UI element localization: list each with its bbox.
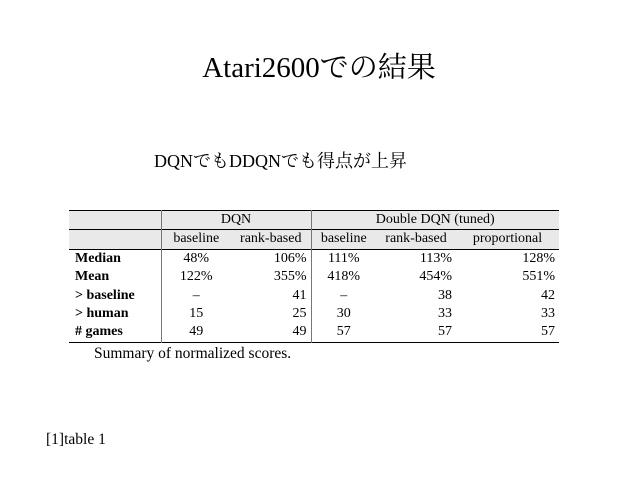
table-cell: – [311,287,376,305]
table-cell: 49 [292,324,307,340]
table-row [69,268,559,286]
slide-subtitle: DQNでもDDQNでも得点が上昇 [154,151,407,171]
row-label: Median [75,250,121,266]
table-cell: 122% [161,268,231,286]
table-cell: 48% [161,249,231,268]
corner-cell-2 [69,230,161,249]
table-cell: 25 [292,306,307,322]
table-row [69,287,559,305]
table-row [69,249,559,268]
table-cell: 113% [419,250,452,266]
row-label: > baseline [75,287,135,303]
corner-cell [69,211,161,230]
table-cell: 57 [541,324,555,340]
table-cell: 111% [311,249,376,268]
table-row [69,305,559,323]
col-header: baseline [311,230,376,249]
table-cell: 128% [522,250,555,266]
table-cell: 38 [438,287,452,303]
table-caption: Summary of normalized scores. [94,345,292,362]
results-table [69,210,559,343]
table-cell: – [161,287,231,305]
col-header: rank-based [376,230,456,249]
table-cell: 454% [419,269,452,285]
results-table-container [69,210,559,343]
table-cell: 41 [292,287,307,303]
slide-title: Atari2600での結果 [202,52,436,84]
group-header-dqn: DQN [161,211,311,230]
table-cell: 30 [311,305,376,323]
table-cell: 49 [161,323,231,342]
table-cell: 15 [161,305,231,323]
row-label: # games [75,324,123,340]
group-header-double-dqn: Double DQN (tuned) [311,211,559,230]
table-cell: 355% [273,269,307,285]
table-cell: 42 [541,287,555,303]
table-row [69,323,559,342]
table-cell: 551% [522,269,555,285]
footnote: [1]table 1 [46,431,106,448]
col-header: proportional [456,230,559,249]
table-cell: 33 [438,306,452,322]
table-cell: 106% [273,250,307,266]
col-header: rank-based [231,230,311,249]
table-cell: 57 [311,323,376,342]
table-cell: 57 [438,324,452,340]
row-label: Mean [75,269,110,285]
row-label: > human [75,306,129,322]
col-header: baseline [161,230,231,249]
table-cell: 33 [541,306,555,322]
table-cell: 418% [311,268,376,286]
